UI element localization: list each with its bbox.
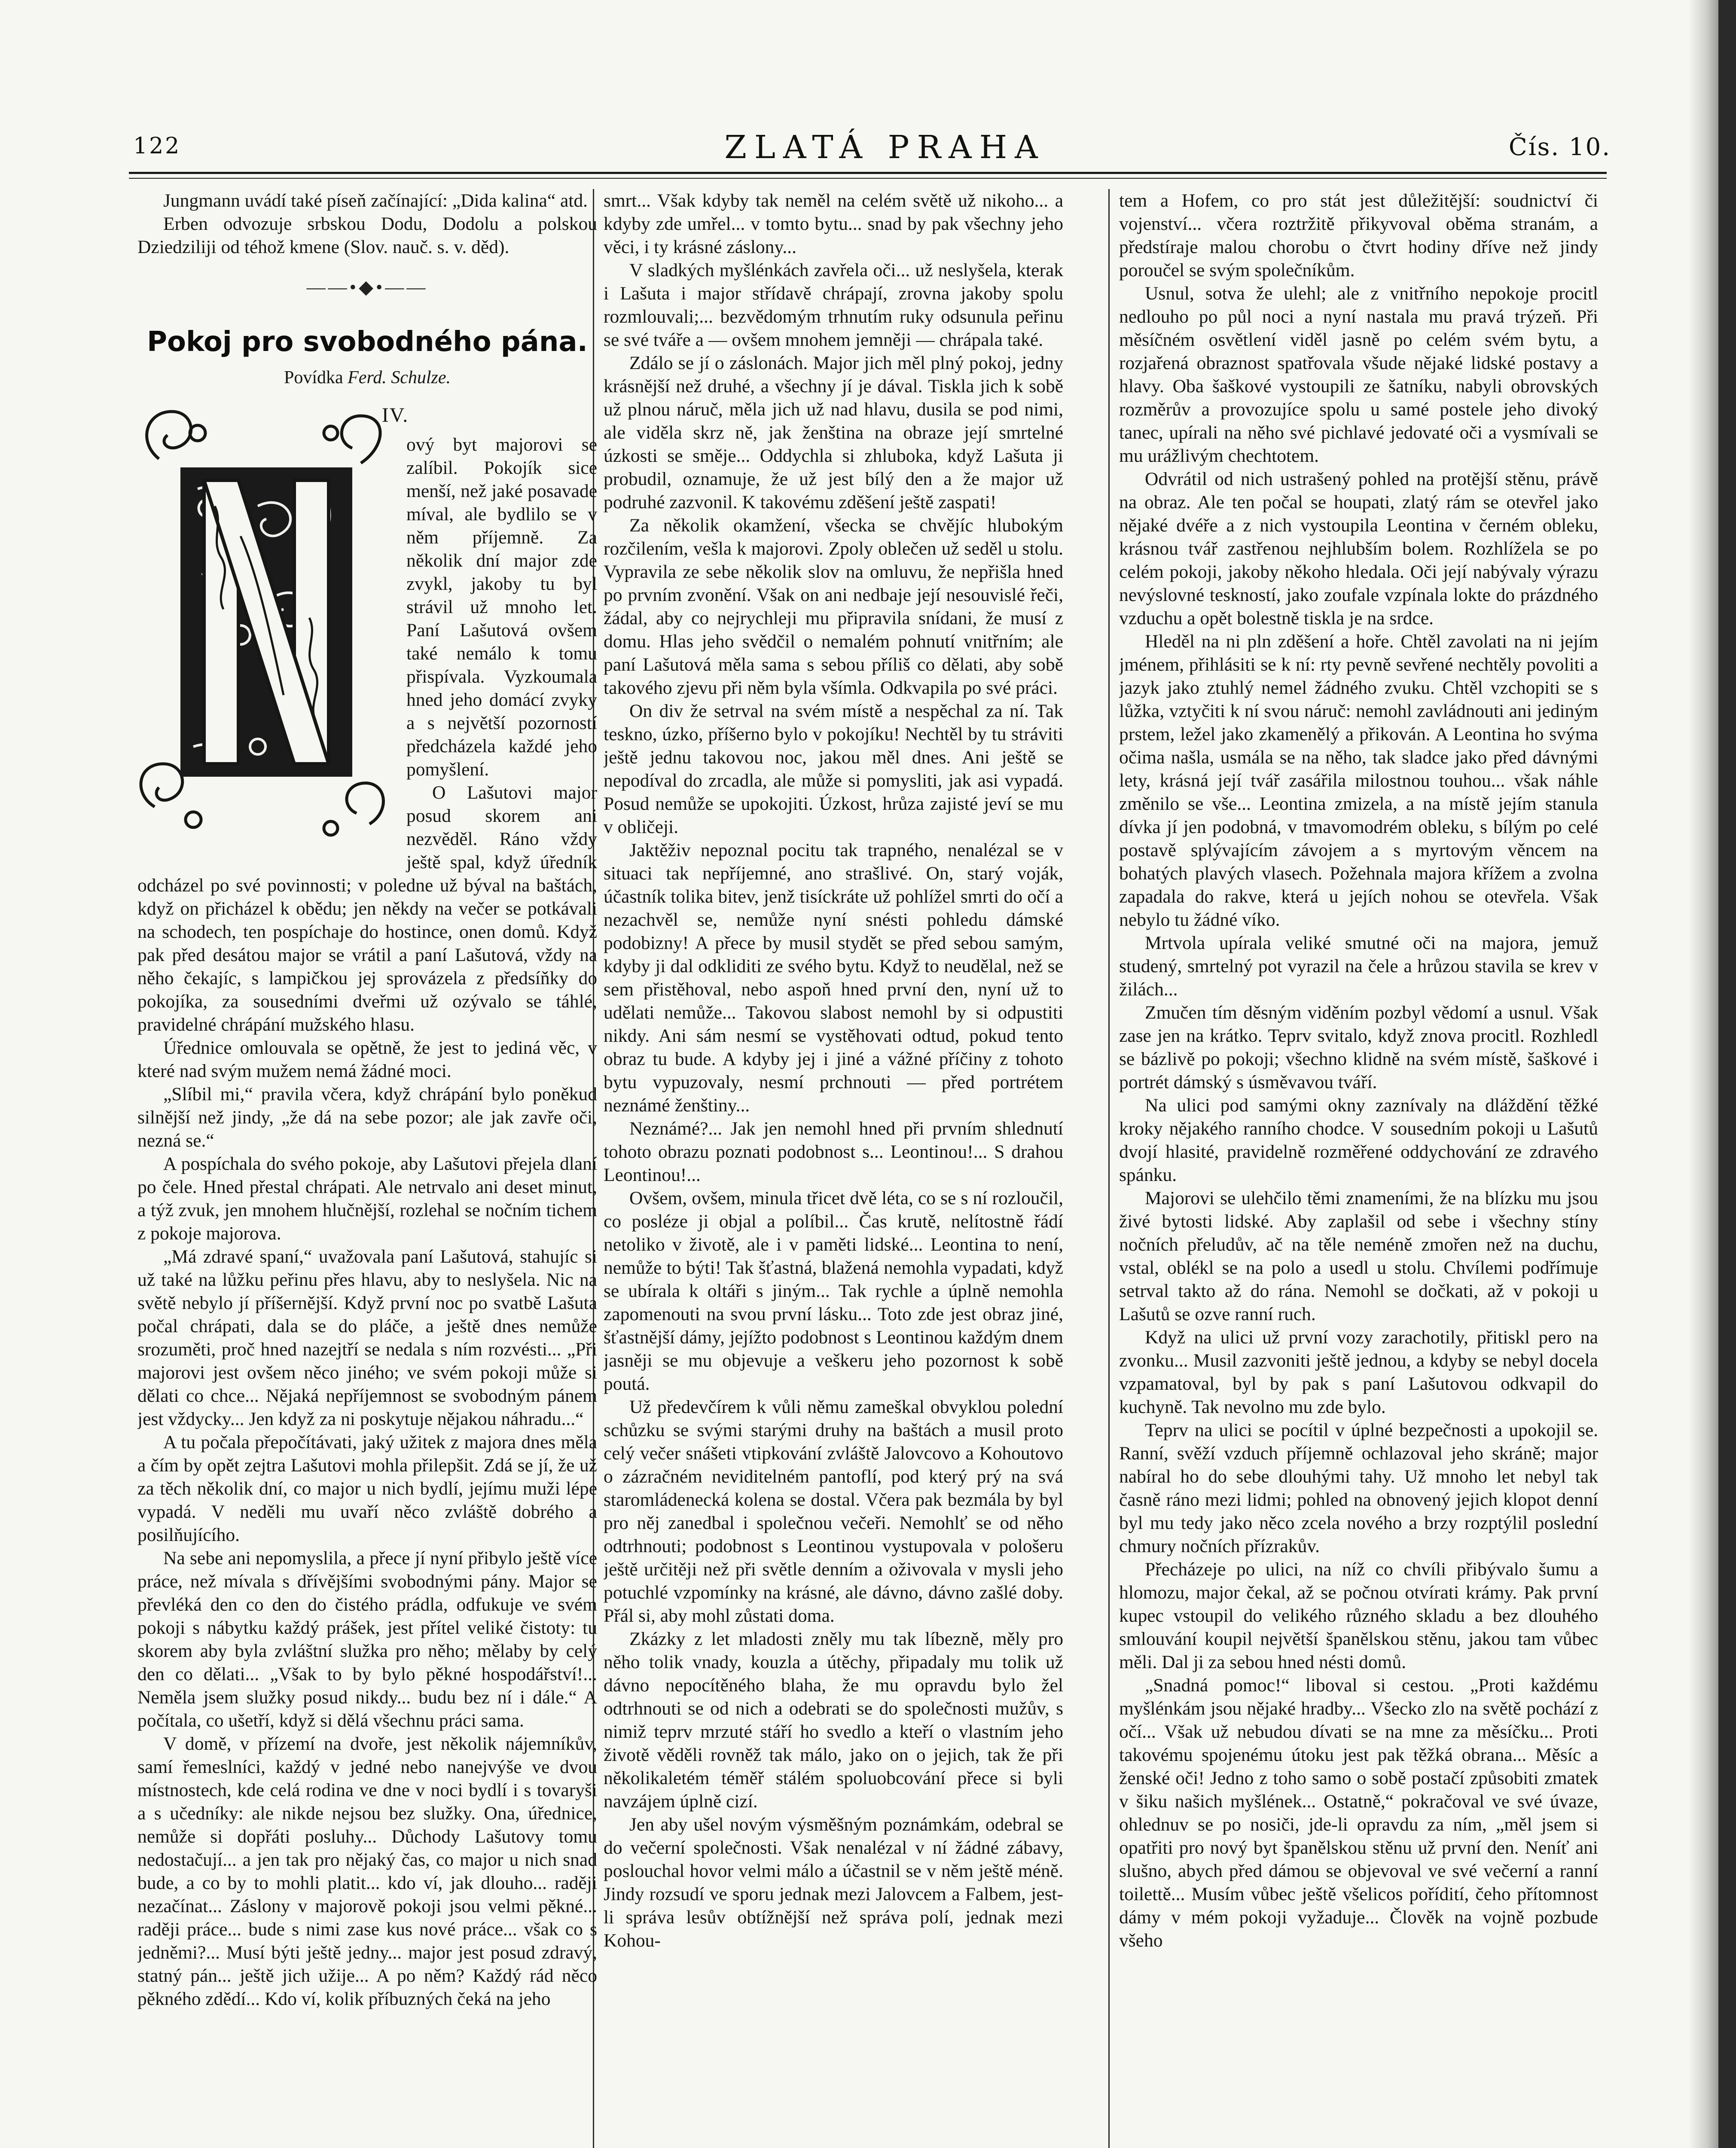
text-paragraph: A pospíchala do svého pokoje, aby Lašutovi přejela dlaní po čele. Hned přestal chrápati. Ale netrvalo ani deset minut, a týž zvuk, jen mnohem hlučnější, rozlehal se nočním tichem z pokoje majorova. <box>137 1153 597 1244</box>
masthead-title: ZLATÁ PRAHA <box>724 129 1046 166</box>
page-edge-shadow <box>1688 0 1718 2148</box>
text-paragraph: A tu počala přepočítávati, jaký užitek z majora dnes měla a čím by opět zejtra Lašutovi mohla přilepšit. Zdá se jí, že už za těch několik dní, co major u nich bydlí, jejímu muži lépe vypadá. V neděli mu uvaří něco zvláště dobrého a posilňujícího. <box>137 1432 597 1545</box>
text-paragraph: tem a Hofem, co pro stát jest důležitější: soudnictví či vojenství... včera roztržitě přikyvoval oběma stranám, a předstíraje malou chorobu o čtvrt hodiny dříve než jindy poroučel se svým společníkům. <box>1119 190 1598 281</box>
story-byline <box>137 366 597 389</box>
text-paragraph: Hleděl na ni pln zděšení a hoře. Chtěl zavolati na ni jejím jménem, přihlásiti se k ní: rty pevně sevřené nechtěly povoliti a jazyk jako ztuhlý nemel žádného zvuku. Chtěl vzchopiti se s lůžka, vztyčiti k ní svou náruč: nemohl zavládnouti ani jediným prstem, ležel jako zkamenělý a přikován. A Leontina ho svýma očima našla, usmála se na něho, tak sladce jako před dávnými lety, krásná její tvář zasářila milostnou touhou... však náhle změnilo se vše... Leontina zmizela, a na místě jejím stanula dívka jí jen podobná, v tmavomodrém obleku, s bílým po celé postavě splývajícím závojem a s myrtovým věncem na bohatých plavých vlasech. Požehnala majora křížem a zvolna zapadala do rakve, která u jejích nohou se otevřela. Však nebylo tu žádné víko. <box>1119 631 1598 930</box>
page-header <box>133 129 1611 176</box>
text-paragraph: Už předevčírem k vůli němu zameškal obvyklou polední schůzku se svými starými druhy na baštách a musil proto celý večer snášeti vtipkování zvláště Jalovcovo a Kohoutovo o zázračném neviditelném pantoflí, pod který prý na svá staromládenecká kolena se dostal. Včera pak bezmála by byl pro něj zanedbal i společnou večeři. Nemohlť se od něho odtrhnouti; podobnost s Leontinou vystupovala v pološeru ještě určitěji než při světle denním a oživovala v mysli jeho potuchlé vzpomínky na krásné, ale dávno, dávno zašlé doby. Přál si, aby mohl zůstati doma. <box>604 1397 1063 1626</box>
text-paragraph: „Má zdravé spaní,“ uvažovala paní Lašutová, stahujíc si už také na lůžku peřinu přes hlavu, aby to neslyšela. Nic na světě nebylo jí příšernější. Když první noc po svatbě Lašuta počal chrápati, dala se do pláče, a ještě dnes nemůže srozuměti, proč hned nazejtří se nedala s ním rozvésti... „Při majorovi jest ovšem něco jiného; ve svém pokoji může si dělati co chce... Nějaká nepříjemnost se svobodným pánem jest vždycky... Jen když za ni poskytuje nějakou náhradu...“ <box>137 1246 597 1429</box>
text-paragraph: Úřednice omlouvala se opětně, že jest to jediná věc, v které nad svým mužem nemá žádné moci. <box>137 1037 597 1081</box>
text-paragraph: On div že setrval na svém místě a nespěchal za ní. Tak teskno, úzko, příšerno bylo v pokojíku! Nechtěl by tu stráviti ještě jednu takovou noc, jakou měl dnes. Ani ještě se nepodíval do zrcadla, ale může si pomysliti, jak asi vypadá. Posud nemůže se upokojiti. Úzkost, hrůza zajisté jeví se mu v obličeji. <box>604 701 1063 837</box>
section-ornament: ——•◆•—— <box>306 277 428 298</box>
column-2 <box>604 189 1063 2148</box>
column-3 <box>1119 189 1598 2148</box>
header-rule <box>129 172 1607 174</box>
text-paragraph: Mrtvola upírala veliké smutné oči na majora, jemuž studený, smrtelný pot vyrazil na čele a hrůzou stavila se krev v žilách... <box>1119 933 1598 1000</box>
text-paragraph: ový byt majorovi se zalíbil. Pokojík sice menší, než jaké posavade míval, ale bydlilo se v něm příjemně. Za několik dní major zde zvykl, jakoby tu byl strávil už mnoho let. Paní Lašutová ovšem také nemálo k tomu přispívala. Vyzkoumala hned jeho domácí zvyky a s největší pozorností předcházela každé jeho pomyšlení. <box>406 434 597 780</box>
text-paragraph: V domě, v přízemí na dvoře, jest několik nájemníkův, samí řemeslníci, každý v jedné nebo nanejvýše ve dvou místnostech, kde celá rodina ve dne v noci bydlí i s tovaryši a s učedníky: ale nikde nejsou bez služky. Ona, úřednice, nemůže si dopřáti posluhy... Důchody Lašutovy tomu nedostačují... a jen tak pro nějaký čas, co major u nich snad bude, a co by to mohli platit... kdo ví, jak dlouho... raději nezačínat... Záslony v majorově pokoji jsou velmi pěkné... raději práce... bude s nimi zase kus nové práce... však co s jedněmi?... Musí býti ještě jedny... major jest posud zdravý, statný pán... ještě jich užije... A po něm? Každý rád něco pěkného zdědí... Kdo ví, kolik příbuzných čeká na jeho <box>137 1733 597 2009</box>
text-paragraph: Jen aby ušel novým výsměšným poznámkám, odebral se do večerní společnosti. Však nenalézal v ní žádné zábavy, poslouchal hovor velmi málo a účastnil se v něm ještě méně. Jindy rozsudí ve sporu jednak mezi Jalovcem a Falbem, jest-li správa lesův obtížnější než správa polí, jednak mezi Kohou- <box>604 1814 1063 1951</box>
text-paragraph: Teprv na ulici se pocítil v úplné bezpečnosti a upokojil se. Ranní, svěží vzduch příjemně ochlazoval jeho skráně; major nabíral ho do sebe dlouhými tahy. Už mnoho let nebyl tak časně ráno mezi lidmi; pohled na obnovený jejich klopot denní byl mu tedy jako něco zcela nového a brzy rozptýlil poslední chmury nočních přízrakův. <box>1119 1420 1598 1556</box>
column-1 <box>137 189 597 2148</box>
byline-prefix: Povídka <box>284 368 343 387</box>
text-paragraph: Přecházeje po ulici, na níž co chvíli přibývalo šumu a hlomozu, major čekal, až se počnou otvírati krámy. Pak první kupec vstoupil do velikého různého skladu a bez dlouhého smlouvání koupil největší španělskou stěnu, jakou tam vůbec měli. Dal ji za sebou hned nésti domů. <box>1119 1559 1598 1672</box>
text-paragraph: „Slíbil mi,“ pravila včera, když chrápání bylo poněkud silnější než jindy, „že dá na sebe pozor; ale jak zavře oči, nezná se.“ <box>137 1084 597 1151</box>
issue-number: Čís. 10. <box>1508 133 1611 161</box>
text-paragraph: Zkázky z let mladosti zněly mu tak líbezně, měly pro něho tolik vnady, kouzla a útěchy, připadaly mu tolik už dávno nepocítěného blaha, že mu opravdu bylo žel odtrhnouti se od nich a odebrati se do společnosti mužův, s nimiž teprv mrzuté stáří ho svedlo a kteří o vlastním jeho životě věděli rovněž tak málo, jako on o jejich, tak že při několikaletém téměř stálém spoluobcování přece si byli navzájem úplně cizí. <box>604 1629 1063 1812</box>
ornamental-n-icon <box>137 394 395 854</box>
column-divider <box>1108 189 1110 2148</box>
text-paragraph: Na ulici pod samými okny zaznívaly na dláždění těžké kroky nějakého ranního chodce. V sousedním pokoji u Lašutů dvojí hlasité, pravidelně rozměřené oddychování ze zdravého spánku. <box>1119 1095 1598 1185</box>
text-paragraph: Majorovi se ulehčilo těmi znameními, že na blízku mu jsou živé bytosti lidské. Aby zaplašil od sebe i všechny stíny nočních přeludův, ač na těle neméně zmořen než na duchu, vstal, oblékl se na polo a usedl u stolu. Chvílemi podřímuje setrval takto až do rána. Nemohl se dočkati, až v pokoji u Lašutů se ozve ranní ruch. <box>1119 1188 1598 1324</box>
text-paragraph: O Lašutovi major posud skorem ani nezvěděl. Ráno vždy ještě spal, když úředník odcházel po své povinnosti; v poledne už býval na baštách, když on přicházel k obědu; jen někdy na večer se potkávali na schodech, ten pospíchaje do hostince, onen domů. Když pak před desátou major se vrátil a paní Lašutová, vždy na něho čekajíc, s lampičkou jej sprovázela z předsíňky do pokojíka, za sousedními dveřmi už ozývalo se táhlé, pravidelné chrápání mužského hlasu. <box>137 782 597 1035</box>
page-number: 122 <box>133 133 181 159</box>
text-paragraph: Ovšem, ovšem, minula třicet dvě léta, co se s ní rozloučil, co posléze ji objal a políbil... Čas krutě, nelítostně řádí netoliko v životě, ale i v paměti lidské... Leontina to není, nemůže to býti! Tak šťastná, blažená nemohla vypadati, když se ubírala k oltáři s jiným... Tak rychle a úplně nemohla zapomenouti na svou první lásku... Toto zde jest obraz jiné, šťastnější dámy, jejížto podobnost s Leontinou každým dnem jasněji se mu objevuje a veškeru jeho pozornost k sobě poutá. <box>604 1188 1063 1394</box>
text-paragraph: Jaktěživ nepoznal pocitu tak trapného, nenalézal se v situaci tak nepříjemné, ano strašlivé. On, starý voják, účastník tolika bitev, jenž tisíckráte už pohlížel smrti do očí a nezachvěl se, nemůže nyní snésti pohledu dámské podobizny! A přece by musil stydět se před sebou samým, kdyby ji dal odkliditi ze svého bytu. Když to neudělal, než se sem přistěhoval, nebo aspoň hned první den, nyní už to udělati nemůže... Takovou slabost nemohl by si odpustiti nikdy. Ani sám nesmí se vystěhovati odtud, pokud tento obraz tu bude. A kdyby jej i jiné a vážné příčiny z tohoto bytu vypuzovaly, nesmí prchnouti — před portrétem neznámé ženštiny... <box>604 840 1063 1116</box>
text-paragraph: Jungmann uvádí také píseň začínající: „Dida kalina“ atd. <box>163 190 588 211</box>
text-paragraph: smrt... Však kdyby tak neměl na celém světě už nikoho... a kdyby zde umřel... v tomto bytu... snad by pak všechny jeho věci, i ty krásné záslony... <box>604 190 1063 257</box>
story-title: Pokoj pro svobodného pána. <box>147 326 588 358</box>
text-paragraph: „Snadná pomoc!“ liboval si cestou. „Proti každému myšlénkám jsou nějaké hradby... Všecko zlo na světě pochází z očí... Však už nebudou dívati se na mne za měsíčku... Proti takovému spojenému útoku jest pak těžká obrana... Měsíc a ženské oči! Jedno z toho samo o sobě postačí způsobiti zmatek v šiku našich myšlének... Ostatně,“ pokračoval ve své úvaze, ohlednuv se po nosiči, jde-li opravdu za ním, „měl jsem si opatřiti pro nový byt španělskou stěnu už první den. Neníť ani slušno, abych před dámou se objevoval ve své večerní a ranní toilettě... Musím vůbec ještě všelicos pořídití, čeho přítomnost dámy v mém pokoji vyžaduje... Člověk na vojně pozbude všeho <box>1119 1675 1598 1951</box>
text-paragraph: Neznámé?... Jak jen nemohl hned při prvním shlednutí tohoto obrazu poznati podobnost s... Leontinou!... S drahou Leontinou!... <box>604 1118 1063 1185</box>
text-paragraph: Zmučen tím děsným viděním pozbyl vědomí a usnul. Však zase jen na krátko. Teprv svitalo, když znova procitl. Rozhledl se bázlivě po pokoji; všechno klidně na svém místě, šaškové i portrét dámský s úsměvavou tváří. <box>1119 1002 1598 1092</box>
text-paragraph: Zdálo se jí o záslonách. Major jich měl plný pokoj, jedny krásnější než druhé, a všechny jí je dával. Tiskla jich k sobě už plnou náruč, měla jich už nad hlavu, dusila se pod nimi, ale viděla skrz ně, jak ženština na obraze její smrtelné úzkosti se směje... Oddychla si zhluboka, když Lašuta ji probudil, oznamuje, že už jest bílý den a že major už podruhé zazvonil. K takovému zděšení ještě zaspati! <box>604 353 1063 513</box>
text-paragraph: V sladkých myšlénkách zavřela oči... už neslyšela, kterak i Lašuta i major střídavě chrápají, zrovna jakoby spolu rozmlouvali;... bezvědomým trhnutím ruky odsunula peřinu se své tváře a — ovšem mnohem jemněji — chrápala také. <box>604 260 1063 350</box>
decorative-initial <box>137 394 395 854</box>
text-paragraph: Odvrátil od nich ustrašený pohled na protější stěnu, právě na obraz. Ale ten počal se houpati, zlatý rám se otevřel jako nějaké dvéře a z nich vystoupila Leontina v černém obleku, krásnou tvář zastřenou nejhlubším bolem. Rozhlížela se po celém pokoji, jakoby někoho hledala. Oči její nabývaly výrazu nevýslovné teskností, jako zoufale vzpínala lokte do prázdného vzduchu a opět bolestně tiskla je na srdce. <box>1119 469 1598 629</box>
text-paragraph: Na sebe ani nepomyslila, a přece jí nyní přibylo ještě více práce, než mívala s dřívějšími svobodnými pány. Major se převléká den co den do čistého prádla, odfukuje ve svém pokoji s nábytku každý prášek, jest přítel veliké čistoty: tu skorem aby byla zvláštní služka pro něho; mělaby by celý den co dělati... „Však to by bylo pěkné hospodářství!... Neměla jsem služky posud nikdy... budu bez ní i dále.“ A počítala, co ušetří, když si dělá všechnu práci sama. <box>137 1548 597 1731</box>
text-paragraph: Usnul, sotva že ulehl; ale z vnitřního nepokoje procitl nedlouho po půl noci a nyní nastala mu pravá trýzeň. Při měsíčném osvětlení viděl jasně po celém svém bytu, a rozjařená obraznost spatřovala všude nějaké lidské postavy a hlavy. Oba šaškové vystoupili ze šatníku, nabyli obrovských rozměrův a provozujíce spolu u samé postele jeho divoký tanec, upírali na něho své pichlavé jedovaté oči a vysmívali se mu urážlivým chechtotem. <box>1119 283 1598 466</box>
text-paragraph: Erben odvozuje srbskou Dodu, Dodolu a polskou Dziedziliji od téhož kmene (Slov. nauč. s. v. děd). <box>137 214 597 257</box>
text-paragraph: Za několik okamžení, všecka se chvějíc hlubokým rozčilením, vešla k majorovi. Zpoly oblečen už seděl u stolu. Vypravila ze sebe několik slov na omluvu, že nepřišla hned po prvním zvonění. Však on ani nedbaje její nesouvislé řeči, žádal, aby co nejrychleji mu připravila snídani, že musí z domu. Hlas jeho svědčil o nemalém pohnutí vnitřním; ale paní Lašutová měla sama s sebou příliš co dělati, aby sobě takového zjevu při něm byla všímla. Odkvapila po své práci. <box>604 515 1063 698</box>
chapter-number: IV. <box>381 404 409 427</box>
header-rule-thin <box>129 178 1607 179</box>
byline-author: Ferd. Schulze. <box>348 368 451 387</box>
text-paragraph: Když na ulici už první vozy zarachotily, přitiskl pero na zvonku... Musil zazvoniti ještě jednou, a kdyby se nebyl docela vzpamatoval, byl by pak s paní Lašutovou odkvapil do kuchyně. Tak nevolno mu zde bylo. <box>1119 1327 1598 1417</box>
